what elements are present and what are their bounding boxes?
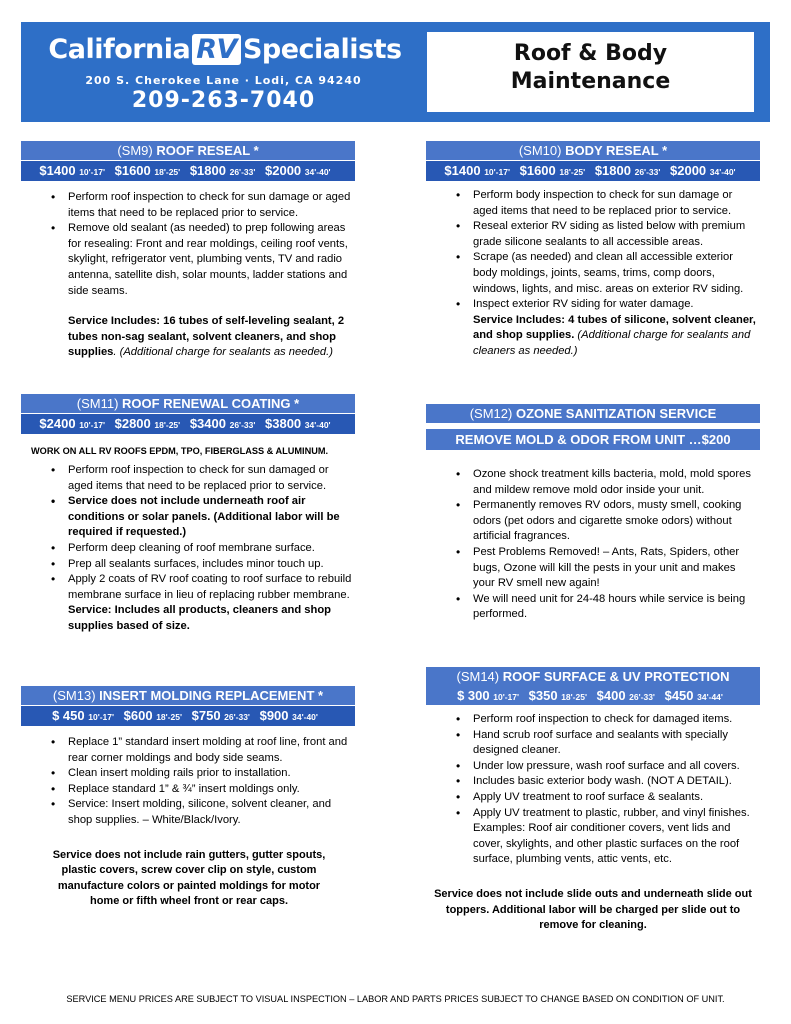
- section-code: (SM9): [117, 143, 157, 158]
- section-code: (SM11): [76, 396, 123, 411]
- price-value: $1600: [114, 163, 151, 178]
- service-list: [21, 463, 355, 603]
- brand-name-part1: California: [48, 34, 191, 65]
- list-item: • Perform roof inspection to check for sun damaged or aged items that need to be replaced prior to service.: [51, 463, 355, 494]
- list-item: • Reseal exterior RV siding as listed below with premium grade silicone sealants to all accessible areas.: [456, 219, 760, 250]
- section-sm10-body-reseal: [426, 141, 760, 360]
- title-line-1: Roof & Body: [513, 41, 668, 66]
- price-value: $3800: [265, 416, 302, 431]
- list-item: • Replace standard 1” & ¾” insert moldings only.: [51, 782, 355, 798]
- price-value: $600: [123, 708, 153, 723]
- list-item: • Perform deep cleaning of roof membrane surface.: [51, 541, 355, 557]
- brand-name: [29, 34, 421, 65]
- section-heading: [426, 141, 760, 160]
- price-size: 10'-17': [493, 692, 520, 702]
- price-size: 10'-17': [484, 167, 510, 177]
- price-size: 10'-17': [88, 712, 115, 722]
- price-size: 34'-44': [697, 692, 723, 702]
- list-item: • Remove old sealant (as needed) to prep following areas for resealing: Front and rear moldings, ceiling roof vents, skylight, refrigerator vent, plumbing vents, TV and radio antenna, satellite dish, solar mounts, ladder stations and side seams.: [51, 221, 355, 299]
- section-sm13-insert-molding: [21, 686, 355, 910]
- service-includes-text: Service Includes: 4 tubes of silicone, solvent cleaner, and shop supplies.: [473, 313, 756, 342]
- list-item: • We will need unit for 24-48 hours while service is being performed.: [456, 592, 760, 623]
- price-value: $1800: [594, 163, 631, 178]
- price-value: $2000: [670, 163, 707, 178]
- section-heading: [426, 404, 760, 423]
- price-value: $1400: [39, 163, 76, 178]
- section-name: ROOF RENEWAL COATING *: [122, 396, 300, 411]
- price-size: 34'-40': [304, 420, 331, 430]
- service-exclusions-note: Service does not include slide outs and underneath slide out toppers. Additional labor will be charged per slide out to remove for cleaning.: [434, 887, 752, 932]
- section-sm9-roof-reseal: [21, 141, 355, 361]
- list-item: • Service does not include underneath roof air conditions or solar panels. (Additional labor will be required if requested.): [51, 494, 355, 541]
- price-size: 18'-25': [561, 692, 587, 702]
- section-sm14-roof-surface-uv: [426, 667, 760, 934]
- section-name: ROOF RESEAL *: [156, 143, 259, 158]
- price-size: 26'-33': [634, 167, 661, 177]
- list-item: • Includes basic exterior body wash. (NOT A DETAIL).: [456, 774, 760, 790]
- list-item: • Prep all sealants surfaces, includes minor touch up.: [51, 557, 355, 573]
- price-size: 26'-33': [229, 167, 256, 177]
- list-item: • Scrape (as needed) and clean all accessible exterior body moldings, joints, seams, trims, comp doors, windows, lights, and misc. areas on exterior RV siding.: [456, 250, 760, 297]
- section-sm11-roof-renewal-coating: [21, 394, 355, 635]
- price-value: $750: [191, 708, 221, 723]
- section-code: (SM12): [469, 406, 516, 421]
- price-bar: [21, 414, 355, 434]
- price-size: 10'-17': [79, 420, 105, 430]
- price-size: 18'-25': [156, 712, 182, 722]
- section-name: OZONE SANITIZATION SERVICE: [515, 406, 717, 421]
- price-size: 18'-25': [154, 167, 181, 177]
- list-item: • Perform roof inspection to check for sun damage or aged items that need to be replaced prior to service.: [51, 190, 355, 221]
- brand-phone: 209-263-7040: [131, 88, 316, 113]
- price-value: $900: [259, 708, 289, 723]
- service-includes: [21, 314, 355, 361]
- price-value: $1800: [189, 163, 226, 178]
- list-item: • Perform body inspection to check for sun damage or aged items that need to be replaced prior to service.: [456, 188, 760, 219]
- service-list: [426, 188, 760, 313]
- title-line-2: Maintenance: [510, 69, 671, 94]
- price-value: $450: [664, 688, 694, 703]
- price-value: $ 450: [52, 708, 85, 723]
- brand-address: 200 S. Cherokee Lane · Lodi, CA 94240: [85, 74, 362, 87]
- brand-rv-mark: RV: [192, 34, 241, 65]
- list-item: • Replace 1” standard insert molding at roof line, front and rear corner moldings and body side seams.: [51, 735, 355, 766]
- price-size: 34'-40': [304, 167, 331, 177]
- price-size: 34'-40': [292, 712, 318, 722]
- price-bar: [21, 706, 355, 726]
- service-list: [21, 190, 355, 299]
- section-name: INSERT MOLDING REPLACEMENT *: [99, 688, 324, 703]
- price-value: $1400: [444, 163, 481, 178]
- section-code: (SM13): [52, 688, 100, 703]
- list-item: • Service: Insert molding, silicone, solvent cleaner, and shop supplies. – White/Black/Ivory.: [51, 797, 355, 828]
- footer-disclaimer: SERVICE MENU PRICES ARE SUBJECT TO VISUAL INSPECTION – LABOR AND PARTS PRICES SUBJECT TO CHANGE BASED ON CONDITION OF UNIT.: [66, 994, 725, 1004]
- list-item: • Under low pressure, wash roof surface and all covers.: [456, 759, 760, 775]
- list-item: • Apply UV treatment to roof surface & sealants.: [456, 790, 760, 806]
- price-bar: [21, 161, 355, 181]
- price-value: $400: [596, 688, 626, 703]
- roof-types-note: WORK ON ALL RV ROOFS EPDM, TPO, FIBERGLASS & ALUMINUM.: [31, 446, 329, 456]
- list-item: • Apply 2 coats of RV roof coating to roof surface to rebuild membrane surface in lieu of replacing rubber membrane.: [51, 572, 355, 603]
- document-title: [427, 32, 754, 112]
- section-heading: [21, 686, 355, 705]
- header-banner: [21, 22, 770, 122]
- price-value: $1600: [519, 163, 556, 178]
- price-size: 26'-33': [629, 692, 655, 702]
- price-size: 34'-40': [709, 167, 736, 177]
- service-list: [426, 712, 760, 868]
- price-size: 10'-17': [79, 167, 105, 177]
- list-item: • Ozone shock treatment kills bacteria, mold, mold spores and mildew remove mold odor inside your unit.: [456, 467, 760, 498]
- section-code: (SM14): [456, 669, 503, 684]
- service-includes-note: . (Additional charge for sealants as needed.): [113, 346, 333, 359]
- price-value: $2400: [39, 416, 76, 431]
- list-item: • Clean insert molding rails prior to installation.: [51, 766, 355, 782]
- service-includes-text: Service Includes: 16 tubes of self-leveling sealant, 2 tubes non-sag sealant, solvent cleaners, and shop supplies: [68, 315, 345, 359]
- list-item: • Perform roof inspection to check for damaged items.: [456, 712, 760, 728]
- price-bar: [426, 686, 760, 705]
- brand-name-part2: Specialists: [242, 34, 402, 65]
- section-code: (SM10): [518, 143, 566, 158]
- section-heading: [21, 394, 355, 413]
- service-includes: [21, 603, 355, 634]
- section-sm12-ozone-sanitization: [426, 404, 760, 623]
- section-name: ROOF SURFACE & UV PROTECTION: [502, 669, 730, 684]
- price-bar: [426, 161, 760, 181]
- list-item: • Permanently removes RV odors, musty smell, cooking odors (pet odors and cigarette smoke odors) without artificial fragrances.: [456, 498, 760, 545]
- brand-logo: [21, 22, 426, 122]
- service-includes-note: (Additional charge for sealants and cleaners as needed.): [473, 329, 751, 357]
- price-value: $2000: [265, 163, 302, 178]
- price-value: $350: [528, 688, 558, 703]
- section-name: BODY RESEAL *: [565, 143, 668, 158]
- service-list: [21, 735, 355, 829]
- service-list: [426, 467, 760, 623]
- price-bar: REMOVE MOLD & ODOR FROM UNIT …$200: [426, 429, 760, 450]
- price-value: $ 300: [457, 688, 490, 703]
- list-item: • Pest Problems Removed! – Ants, Rats, Spiders, other bugs, Ozone will kill the pests in your unit and makes your RV smell new again!: [456, 545, 760, 592]
- price-size: 26'-33': [229, 420, 256, 430]
- price-size: 18'-25': [154, 420, 181, 430]
- price-value: $2800: [114, 416, 151, 431]
- price-value: $3400: [189, 416, 226, 431]
- list-item: • Inspect exterior RV siding for water damage.: [456, 297, 760, 313]
- service-includes-text: Service: Includes all products, cleaners and shop supplies based of size.: [68, 604, 331, 632]
- list-item: • Apply UV treatment to plastic, rubber, and vinyl finishes. Examples: Roof air conditioner covers, vent lids and cover, skylights, and other plastic surfaces on the roof surface, plumbing vents, attic vents, etc.: [456, 806, 760, 868]
- section-heading: [21, 141, 355, 160]
- section-heading: [426, 667, 760, 686]
- price-size: 18'-25': [559, 167, 586, 177]
- list-item: • Hand scrub roof surface and sealants with specially designed cleaner.: [456, 728, 760, 759]
- service-includes: [426, 313, 760, 360]
- price-size: 26'-33': [224, 712, 250, 722]
- service-exclusions-note: Service does not include rain gutters, gutter spouts, plastic covers, screw cover clip on style, custom manufacture colors or painted moldings for motor home or fifth wheel front or rear caps.: [52, 848, 326, 908]
